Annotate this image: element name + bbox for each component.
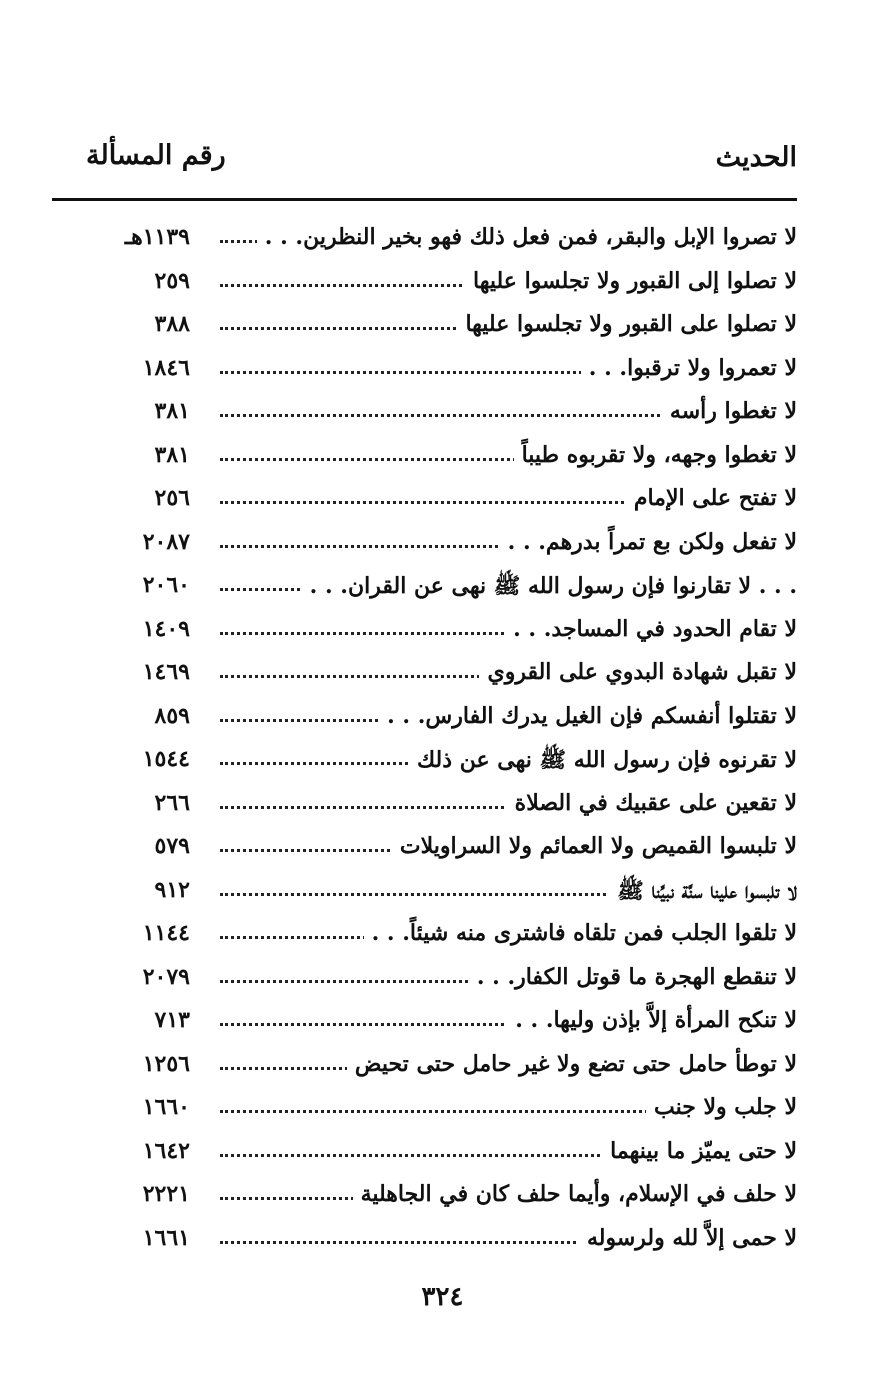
issue-number: ١٤٠٩ [142, 615, 190, 642]
issue-number: ٣٨٨ [154, 311, 190, 337]
issue-number: ١٢٥٦ [142, 1050, 190, 1077]
index-entry [100, 1175, 797, 1219]
issue-number: ٢٠٧٩ [142, 963, 190, 990]
index-entry [100, 392, 797, 436]
hadith-text: لا تقعين على عقبيك في الصلاة [507, 790, 797, 816]
index-entry [100, 262, 797, 306]
index-entry [100, 740, 797, 784]
index-entry [100, 479, 797, 523]
issue-number: ١٦٦١ [142, 1224, 190, 1251]
hadith-text: لا تقام الحدود في المساجد. . . [505, 616, 797, 642]
index-entry [100, 436, 797, 480]
header-divider [52, 198, 797, 201]
issue-number: ١٦٤٢ [142, 1137, 190, 1164]
hadith-text: لا تصلوا إلى القبور ولا تجلسوا عليها [465, 268, 797, 294]
index-entry [100, 1045, 797, 1089]
hadith-text: لا حلف في الإسلام، وأيما حلف كان في الجاهلية [353, 1181, 797, 1207]
hadith-text: لا تغطوا رأسه [662, 398, 797, 424]
issue-number: ١١٣٩هـ [124, 224, 190, 250]
index-entry [100, 697, 797, 741]
hadith-column-label: الحديث [715, 142, 797, 173]
index-entry [100, 784, 797, 828]
index-entry [100, 610, 797, 654]
index-entry [100, 1001, 797, 1045]
hadith-text: لا تنكح المرأة إلاَّ بإذن وليها. . . [507, 1007, 797, 1033]
column-header [52, 130, 797, 202]
hadith-text: لا تقبل شهادة البدوي على القروي [479, 659, 797, 685]
index-entry [100, 827, 797, 871]
issue-number: ١١٤٤ [142, 920, 190, 946]
index-entry [100, 958, 797, 1002]
issue-number: ٧١٣ [154, 1007, 190, 1033]
hadith-text: . . . لا تقارنوا فإن رسول الله ﷺ نهى عن القران. . . [302, 572, 797, 604]
hadith-text: لا تغطوا وجهه، ولا تقربوه طيباً [514, 442, 797, 468]
index-entry [100, 305, 797, 349]
hadith-text: لا تفعل ولكن بع تمراً بدرهم. . . [500, 529, 797, 555]
hadith-text: لا توطأ حامل حتى تضع ولا غير حامل حتى تحيض [347, 1051, 797, 1077]
issue-number: ١٨٤٦ [142, 354, 190, 381]
number-column-label: رقم المسألة [86, 140, 226, 171]
issue-number: ٢٥٦ [154, 485, 190, 511]
index-entry [100, 914, 797, 958]
hadith-text: لا تفتح على الإمام [626, 485, 797, 511]
issue-number: ٥٧٩ [154, 833, 190, 859]
index-entry [100, 349, 797, 393]
issue-number: ٢٦٦ [154, 789, 190, 816]
page-number: ٣٢٤ [421, 1282, 464, 1312]
issue-number: ٢٠٦٠ [142, 572, 190, 598]
issue-number: ٨٥٩ [154, 702, 190, 729]
issue-number: ٢٥٩ [154, 267, 190, 294]
hadith-text: لا تقرنوه فإن رسول الله ﷺ نهى عن ذلك [409, 746, 797, 778]
hadith-text: لا تنقطع الهجرة ما قوتل الكفار. . . [469, 964, 797, 990]
issue-number: ٢٢٢١ [142, 1181, 190, 1207]
index-entry [100, 523, 797, 567]
index-entry [100, 1132, 797, 1176]
hadith-text: لا تلبسوا علينا سنَّة نبيِّنا ﷺ [609, 877, 797, 909]
hadith-text: لا تصروا الإبل والبقر، فمن فعل ذلك فهو بخير النظرين. . . [257, 224, 797, 250]
index-entry [100, 218, 797, 262]
hadith-text: لا تصلوا على القبور ولا تجلسوا عليها [457, 311, 797, 337]
issue-number: ١٤٦٩ [142, 659, 190, 685]
hadith-text: لا تلقوا الجلب فمن تلقاه فاشترى منه شيئاً. . . [364, 920, 797, 946]
hadith-text: لا جلب ولا جنب [646, 1094, 797, 1120]
issue-number: ٩١٢ [154, 876, 190, 903]
hadith-text: لا تلبسوا القميص ولا العمائم ولا السراويلات [392, 833, 797, 859]
hadith-text: لا حمى إلاَّ لله ولرسوله [579, 1225, 797, 1251]
hadith-text: لا تعمروا ولا ترقبوا. . . [581, 355, 797, 381]
index-entry [100, 871, 797, 915]
issue-number: ١٦٦٠ [142, 1094, 190, 1120]
index-entry [100, 1219, 797, 1263]
issue-number: ٣٨١ [154, 398, 190, 424]
issue-number: ٢٠٨٧ [142, 528, 190, 555]
index-entry [100, 653, 797, 697]
index-entry [100, 1088, 797, 1132]
index-entry [100, 566, 797, 610]
hadith-index-list [100, 218, 797, 1262]
hadith-text: لا تقتلوا أنفسكم فإن الغيل يدرك الفارس. . . [379, 703, 797, 729]
issue-number: ١٥٤٤ [142, 746, 190, 772]
hadith-text: لا حتى يميّز ما بينهما [602, 1138, 797, 1164]
issue-number: ٣٨١ [154, 441, 190, 468]
